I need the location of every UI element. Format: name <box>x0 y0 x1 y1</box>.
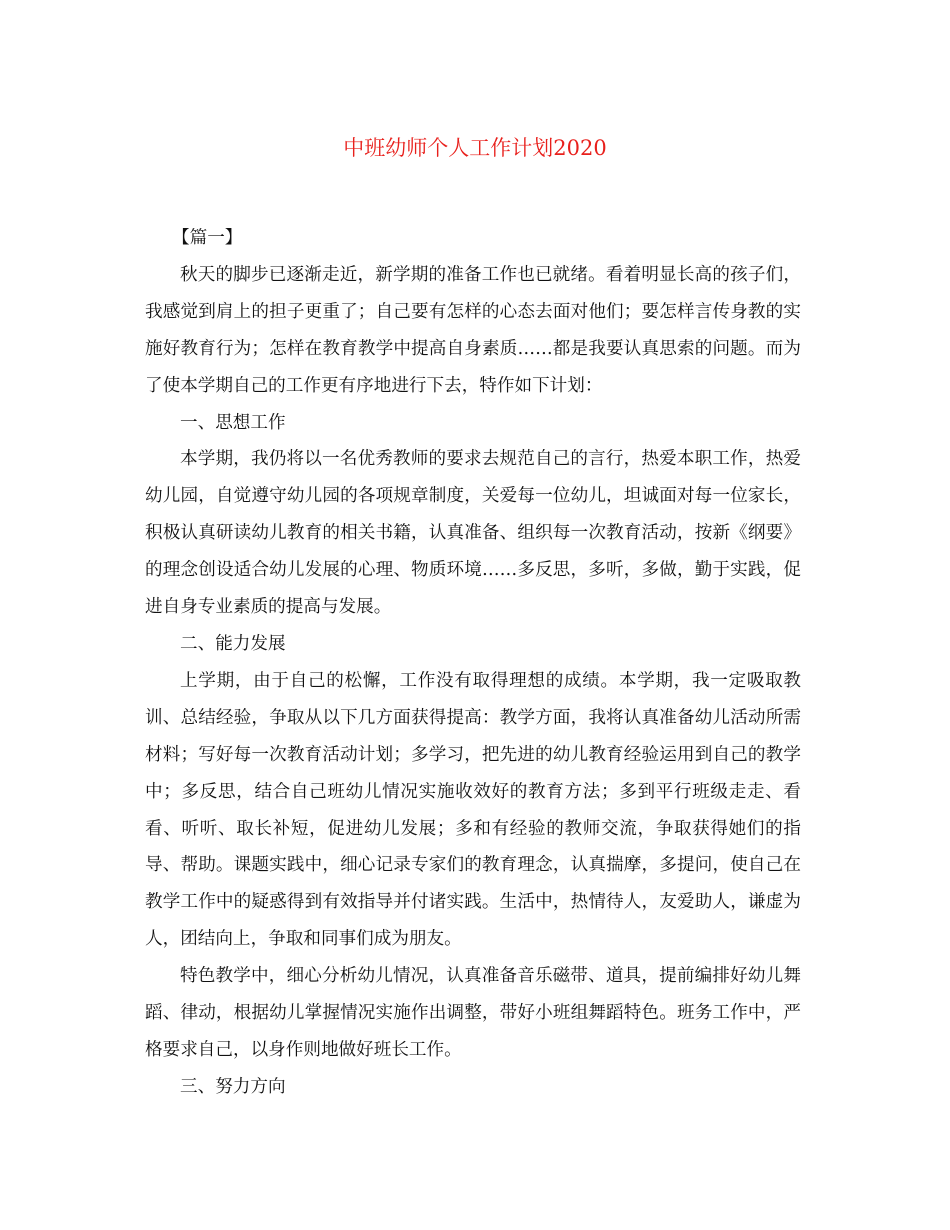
heading-thought-work: 一、思想工作 <box>180 412 286 433</box>
section-marker: 【篇一】 <box>172 228 243 248</box>
paragraph-intro: 秋天的脚步已逐渐走近，新学期的准备工作也已就绪。看着明显长高的孩子们，我感觉到肩上的担子更重了；自己要有怎样的心态去面对他们；要怎样言传身教的实施好教育行为；怎样在教育教学中提高自身素质……都是我要认真思索的问题。而为了使本学期自己的工作更有序地进行下去，特作如下计划： <box>145 264 801 396</box>
document-body <box>145 220 801 1106</box>
paragraph-ability-development: 上学期，由于自己的松懈，工作没有取得理想的成绩。本学期，我一定吸取教训、总结经验，争取从以下几方面获得提高：教学方面，我将认真准备幼儿活动所需材料；写好每一次教育活动计划；多学习，把先进的幼儿教育经验运用到自己的教学中；多反思，结合自己班幼儿情况实施收效好的教育方法；多到平行班级走走、看看、听听、取长补短，促进幼儿发展；多和有经验的教师交流，争取获得她们的指导、帮助。课题实践中，细心记录专家们的教育理念，认真揣摩，多提问，使自己在教学工作中的疑惑得到有效指导并付诸实践。生活中，热情待人，友爱助人，谦虚为人，团结向上，争取和同事们成为朋友。 <box>145 670 801 950</box>
paragraph-special-teaching: 特色教学中，细心分析幼儿情况，认真准备音乐磁带、道具，提前编排好幼儿舞蹈、律动，根据幼儿掌握情况实施作出调整，带好小班组舞蹈特色。班务工作中，严格要求自己，以身作则地做好班长工作。 <box>145 966 801 1060</box>
heading-effort-direction: 三、努力方向 <box>180 1076 286 1097</box>
document-title: 中班幼师个人工作计划2020 <box>343 136 607 160</box>
paragraph-thought-work: 本学期，我仍将以一名优秀教师的要求去规范自己的言行，热爱本职工作，热爱幼儿园，自觉遵守幼儿园的各项规章制度，关爱每一位幼儿，坦诚面对每一位家长，积极认真研读幼儿教育的相关书籍，认真准备、组织每一次教育活动，按新《纲要》的理念创设适合幼儿发展的心理、物质环境……多反思，多听，多做，勤于实践，促进自身专业素质的提高与发展。 <box>145 449 801 618</box>
heading-ability-development: 二、能力发展 <box>180 633 286 654</box>
